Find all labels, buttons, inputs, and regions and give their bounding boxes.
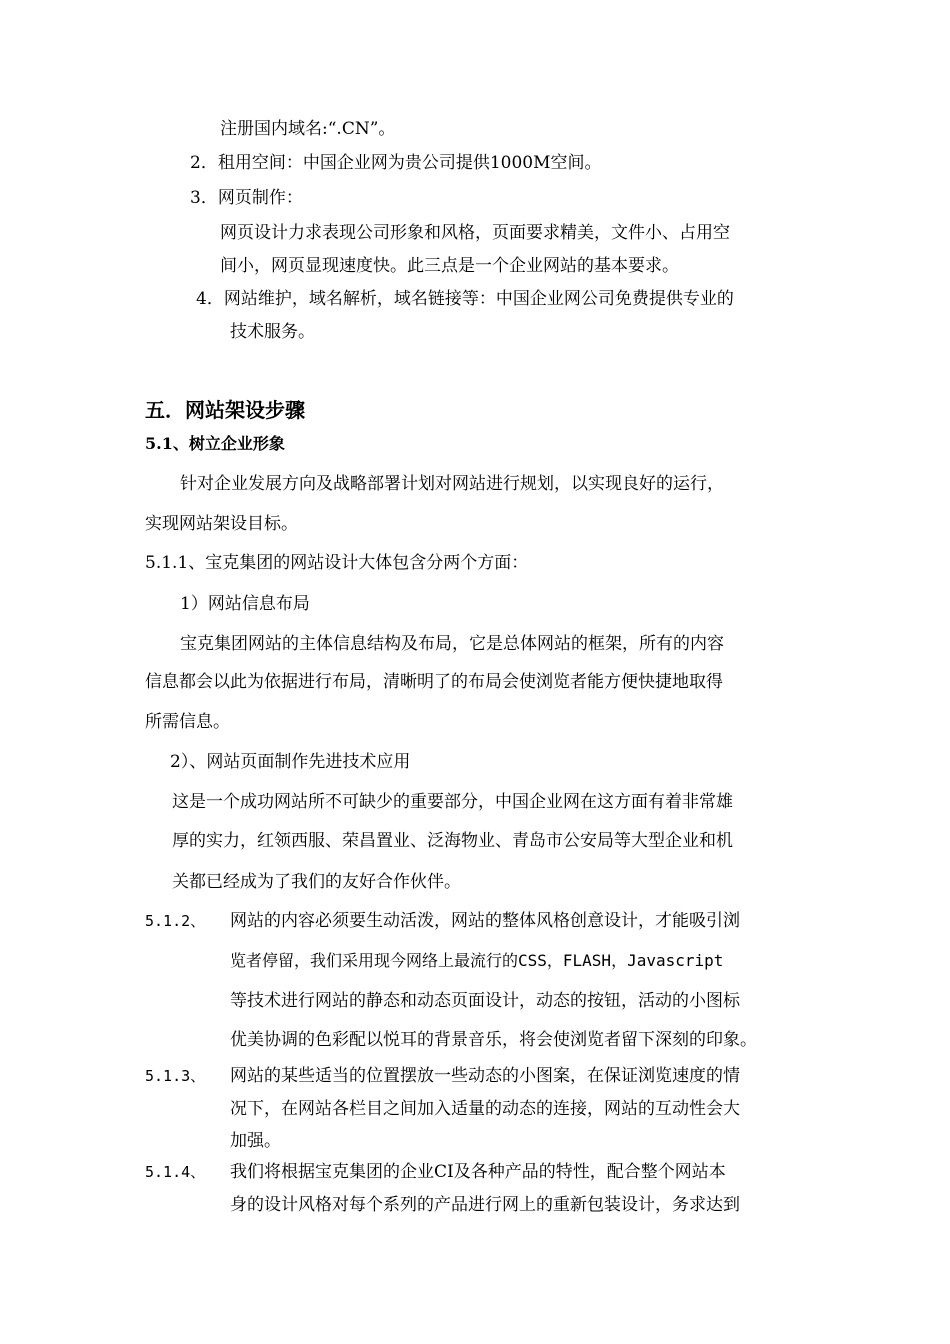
- layout-line-1: 宝克集团网站的主体信息结构及布局，它是总体网站的框架，所有的内容: [180, 634, 724, 654]
- paragraph-5-1-3-number: 5.1.3、: [145, 1067, 206, 1085]
- domain-line: 注册国内域名:“.CN”。: [220, 119, 396, 139]
- list-item-3-title: 3．网页制作：: [190, 188, 303, 208]
- layout-line-2: 信息都会以此为依据进行布局，清晰明了的布局会使浏览者能方便快捷地取得: [145, 672, 723, 692]
- paragraph-5-1-2-line-3: 等技术进行网站的静态和动态页面设计，动态的按钮，活动的小图标: [230, 991, 740, 1011]
- paragraph-5-1-2-number: 5.1.2、: [145, 912, 206, 930]
- layout-line-3: 所需信息。: [145, 712, 230, 732]
- paragraph-5-1-3-line-1: 网站的某些适当的位置摆放一些动态的小图案，在保证浏览速度的情: [230, 1066, 740, 1086]
- list-item-2: 2．租用空间：中国企业网为贵公司提供1000M空间。: [190, 153, 602, 173]
- tech-heading: 2）、网站页面制作先进技术应用: [170, 752, 411, 772]
- subsection-5-1-title: 5.1、树立企业形象: [145, 434, 285, 453]
- paragraph-5-1-2-line-1: 网站的内容必须要生动活泼，网站的整体风格创意设计，才能吸引浏: [230, 911, 740, 931]
- paragraph-5-1-2-line-4: 优美协调的色彩配以悦耳的背景音乐，将会使浏览者留下深刻的印象。: [230, 1030, 757, 1050]
- paragraph-5-1-2-line-2: 览者停留，我们采用现今网络上最流行的CSS，FLASH，Javascript: [230, 951, 724, 970]
- list-item-4-line-2: 技术服务。: [230, 322, 315, 342]
- intro-line-2: 实现网站架设目标。: [145, 514, 298, 534]
- paragraph-5-1-1: 5.1.1、宝克集团的网站设计大体包含分两个方面：: [145, 553, 529, 573]
- tech-line-1: 这是一个成功网站所不可缺少的重要部分，中国企业网在这方面有着非常雄: [172, 792, 733, 812]
- list-item-3-body-1: 网页设计力求表现公司形象和风格，页面要求精美，文件小、占用空: [220, 223, 730, 243]
- tech-line-3: 关都已经成为了我们的友好合作伙伴。: [172, 872, 461, 892]
- layout-heading: 1）网站信息布局: [180, 594, 310, 614]
- intro-line-1: 针对企业发展方向及战略部署计划对网站进行规划，以实现良好的运行，: [180, 474, 724, 494]
- list-item-4-line-1: 4．网站维护，域名解析，域名链接等：中国企业网公司免费提供专业的: [196, 289, 734, 309]
- section-5-title: 五．网站架设步骤: [145, 398, 305, 422]
- paragraph-5-1-3-line-2: 况下，在网站各栏目之间加入适量的动态的连接，网站的互动性会大: [230, 1099, 740, 1119]
- paragraph-5-1-4-line-1: 我们将根据宝克集团的企业CI及各种产品的特性，配合整个网站本: [230, 1162, 726, 1182]
- list-item-3-body-2: 间小，网页显现速度快。此三点是一个企业网站的基本要求。: [220, 256, 679, 276]
- paragraph-5-1-3-line-3: 加强。: [230, 1131, 281, 1151]
- paragraph-5-1-4-line-2: 身的设计风格对每个系列的产品进行网上的重新包装设计，务求达到: [230, 1195, 740, 1215]
- paragraph-5-1-4-number: 5.1.4、: [145, 1163, 206, 1181]
- tech-line-2: 厚的实力，红领西服、荣昌置业、泛海物业、青岛市公安局等大型企业和机: [172, 831, 733, 851]
